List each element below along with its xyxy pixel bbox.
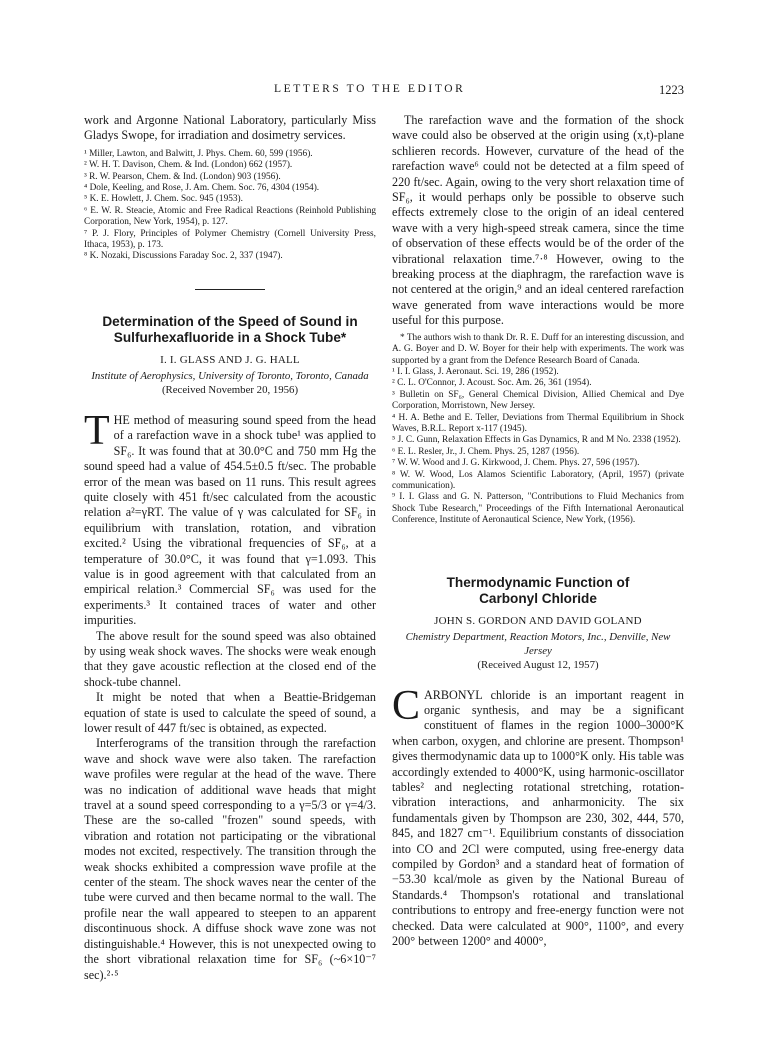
article-title: Thermodynamic Function of Carbonyl Chloride xyxy=(446,574,630,606)
footnote-item: ⁴ H. A. Bethe and E. Teller, Deviations from Thermal Equilibrium in Shock Waves, B.R.L. Report x-117 (1945). xyxy=(392,412,684,434)
body-paragraph: Interferograms of the transition through the rarefaction wave and shock wave were also taken. The rarefaction wave profiles were regular at the head of the wave. There was no indication of additional wave heads that might travel at a sound speed corresponding to a γ=5/3 or γ=4/3. These are the so-called "frozen" sound speeds, with vibration and rotation not participating or the vibrational modes not excited, respectively. The transition through the weak shocks exhibited a compression wave profile at the center of the steam. The shock waves near the center of the tube were curved and then became normal to the wall. The profile near the wall appeared to steepen to an apparent discontinuous shock. A diffuse shock wave zone was not distinguishable.⁴ However, this is not unexpected owing to the short vibrational relaxation time for SF₆ (~6×10⁻⁷ sec).²·⁵ xyxy=(84,736,376,982)
body-paragraph: THE method of measuring sound speed from the head of a rarefaction wave in a shock tube¹ was applied to SF₆. It was found that at 30.0°C and 750 mm Hg the sound speed had a value of 454.5±0.5 ft/sec. The probable error of the mean was based on 11 runs. This result agrees quite closely with 451 ft/sec calculated from the acoustic relation a²=γRT. The value of γ was calculated for SF₆ in equilibrium with translation, rotation, and vibration excited.² Using the vibrational frequencies of SF₆, at a temperature of 30.0°C, it was found that γ=1.093. This value is in good agreement with that calculated from an empirical relation.³ Commercial SF₆ was used for the experiments.³ It contained traces of water and other impurities. xyxy=(84,407,376,628)
reference-item: ⁸ K. Nozaki, Discussions Faraday Soc. 2, 337 (1947). xyxy=(84,251,283,262)
footnote-item: ⁷ W. W. Wood and J. G. Kirkwood, J. Chem. Phys. 27, 596 (1957). xyxy=(392,458,640,469)
continuation-paragraph: work and Argonne National Laboratory, particularly Miss Gladys Swope, for irradiation and dosimetry services. xyxy=(84,113,376,143)
footnote-item: ⁸ W. W. Wood, Los Alamos Scientific Laboratory, (April, 1957) (private communication). xyxy=(392,469,684,491)
body-paragraph: The rarefaction wave and the formation of the shock wave could also be observed at the origin using (x,t)-plane schlieren records. However, curvature of the head of the rarefaction wave⁶ could not be detected at a film speed of 220 ft/sec. Again, owing to the very short relaxation time of SF₆, it would perhaps only be possible to observe such effects extremely close to the origin of an ideal centered wave with a very high-speed streak camera, since the time of observation of these effects would be of the order of the vibrational relaxation time.⁷·⁸ However, owing to the breaking process at the diaphragm, the rarefaction wave is not centered at the origin,⁹ and an ideal centered rarefaction wave generated from wave interactions would be more useful for this purpose. xyxy=(392,113,684,328)
footnote-item: * The authors wish to thank Dr. R. E. Duff for an interesting discussion, and A. G. Boyer and D. W. Boyer for their help with experiments. The work was supported by a grant from the Defence Research Board of Canada. xyxy=(392,332,684,366)
reference-item: ⁶ E. W. R. Steacie, Atomic and Free Radical Reactions (Reinhold Publishing Corporation, New York, 1954), p. 127. xyxy=(84,205,376,228)
left-column xyxy=(84,113,376,983)
footnote-item: ¹ I. I. Glass, J. Aeronaut. Sci. 19, 286 (1952). xyxy=(392,366,559,377)
article-title: Determination of the Speed of Sound in Sulfurhexafluoride in a Shock Tube* xyxy=(102,313,358,345)
article-affiliation: Chemistry Department, Reaction Motors, Inc., Denville, New Jersey xyxy=(405,630,671,657)
drop-cap: T xyxy=(84,407,110,454)
footnote-item: ² C. L. O'Connor, J. Acoust. Soc. Am. 26, 361 (1954). xyxy=(392,378,592,389)
drop-cap: C xyxy=(392,682,421,729)
footnote-item: ³ Bulletin on SF₆, General Chemical Division, Allied Chemical and Dye Corporation, Morristown, New Jersey. xyxy=(392,389,684,412)
article-authors: JOHN S. GORDON AND DAVID GOLAND xyxy=(434,614,642,627)
running-title: LETTERS TO THE EDITOR xyxy=(274,83,466,95)
footnote-item: ⁶ E. L. Resler, Jr., J. Chem. Phys. 25, 1287 (1956). xyxy=(392,446,580,457)
body-paragraph: It might be noted that when a Beattie-Bridgeman equation of state is used to calculate the speed of sound, a lower result of 447 ft/sec is obtained, as expected. xyxy=(84,690,376,735)
reference-item: ³ R. W. Pearson, Chem. & Ind. (London) 903 (1956). xyxy=(84,171,281,182)
reference-item: ⁷ P. J. Flory, Principles of Polymer Chemistry (Cornell University Press, Ithaca, 1953), p. 173. xyxy=(84,228,376,251)
reference-item: ² W. H. T. Davison, Chem. & Ind. (London) 662 (1957). xyxy=(84,160,293,171)
page-number: 1223 xyxy=(659,83,684,97)
article-affiliation: Institute of Aerophysics, University of Toronto, Toronto, Canada xyxy=(91,369,369,382)
received-date: (Received August 12, 1957) xyxy=(477,658,599,671)
reference-item: ¹ Miller, Lawton, and Balwitt, J. Phys. Chem. 60, 599 (1956). xyxy=(84,148,313,159)
page-header xyxy=(84,83,684,99)
footnote-list xyxy=(392,333,684,527)
footnote-item: ⁹ I. I. Glass and G. N. Patterson, "Contributions to Fluid Mechanics from Shock Tube Research," Proceedings of the Fifth International Aeronautical Conference, Institute of Aeronautical Science, New York, (1956). xyxy=(392,492,684,526)
article-authors: I. I. GLASS AND J. G. HALL xyxy=(160,353,300,366)
reference-item: ⁵ K. E. Howlett, J. Chem. Soc. 945 (1953). xyxy=(84,194,243,205)
reference-item: ⁴ Dole, Keeling, and Rose, J. Am. Chem. Soc. 76, 4304 (1954). xyxy=(84,183,320,194)
body-paragraph: The above result for the sound speed was also obtained by using weak shock waves. The shocks were weak enough that they gave acoustic reflection at the closed end of the shock-tube channel. xyxy=(84,628,376,689)
right-column xyxy=(392,113,684,950)
reference-list xyxy=(84,149,376,263)
footnote-item: ⁵ J. C. Gunn, Relaxation Effects in Gas Dynamics, R and M No. 2338 (1952). xyxy=(392,435,681,446)
body-paragraph: CARBONYL chloride is an important reagent in organic synthesis, and may be a significant constituent of flames in the region 1000–3000°K when carbon, oxygen, and chlorine are present. Thompson¹ gives thermodynamic data up to 1000°K only. His table was accordingly extended to 4000°K, using harmonic-oscillator tables² and neglecting rotational stretching, rotation-vibration interactions, and anharmonicity. The six fundamentals given by Thompson are 230, 302, 444, 570, 845, and 1827 cm⁻¹. Equilibrium constants of dissociation into CO and 2Cl were computed, using free-energy data compiled by Gordon³ and a standard heat of formation of −53.30 kcal/mole as given by the National Bureau of Standards.⁴ Thompson's rotational and translational contributions to entropy and free-energy function were not checked. Data were calculated at 900°, 1100°, and every 200° between 1200° and 4000°, xyxy=(392,682,685,949)
received-date: (Received November 20, 1956) xyxy=(161,383,299,396)
